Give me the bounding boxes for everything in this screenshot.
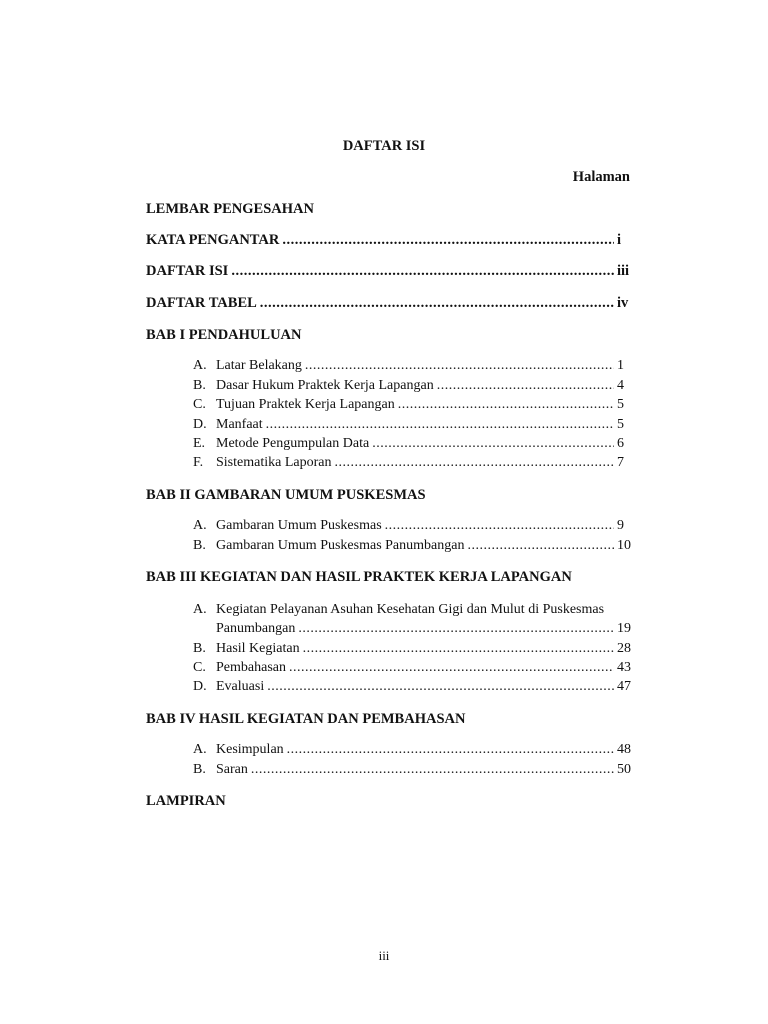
toc-subentry-label: Kegiatan Pelayanan Asuhan Kesehatan Gigi dan Mulut di Puskesmas — [216, 602, 605, 617]
toc-subentry-label: Manfaat — [216, 417, 263, 432]
toc-entry-page: i — [617, 232, 622, 248]
leader-dots — [303, 641, 614, 657]
toc-subentry-label: Saran — [216, 762, 248, 777]
toc-subentry-letter: A. — [193, 742, 207, 757]
toc-subentry-letter: B. — [193, 641, 206, 656]
leader-dots — [267, 679, 614, 695]
toc-entry-page: iii — [617, 263, 630, 279]
toc-subentry[interactable] — [193, 378, 631, 394]
leader-dots — [467, 538, 614, 554]
toc-chapter-label: BAB III KEGIATAN DAN HASIL PRAKTEK KERJA LAPANGAN — [146, 569, 572, 585]
toc-subentry-label: Gambaran Umum Puskesmas — [216, 518, 382, 533]
leader-dots — [287, 742, 614, 758]
toc-subentry[interactable] — [193, 436, 631, 452]
toc-subentry-page: 1 — [617, 358, 624, 373]
toc-subentry-page: 50 — [617, 762, 631, 777]
toc-subentry-page: 4 — [617, 378, 624, 393]
toc-chapter-label: BAB IV HASIL KEGIATAN DAN PEMBAHASAN — [146, 711, 466, 727]
toc-subentry-letter: A. — [193, 358, 207, 373]
toc-subentry-label: Hasil Kegiatan — [216, 641, 300, 656]
toc-subentry[interactable] — [193, 679, 631, 695]
toc-subentry-letter: A. — [193, 602, 207, 617]
toc-subentry-letter: D. — [193, 417, 207, 432]
toc-subentry-page: 28 — [617, 641, 631, 656]
leader-dots — [266, 417, 614, 433]
leader-dots — [251, 762, 614, 778]
toc-subentry-label: Metode Pengumpulan Data — [216, 436, 370, 451]
toc-chapter-label: BAB II GAMBARAN UMUM PUSKESMAS — [146, 487, 426, 503]
toc-subentry-label: Panumbangan — [216, 621, 296, 636]
toc-subentry[interactable] — [193, 660, 631, 676]
toc-subentry-page: 43 — [617, 660, 631, 675]
toc-chapter-label: BAB I PENDAHULUAN — [146, 327, 302, 343]
leader-dots — [385, 518, 614, 534]
leader-dots — [282, 232, 614, 249]
toc-subentry[interactable] — [193, 455, 631, 471]
toc-subentry-label: Tujuan Praktek Kerja Lapangan — [216, 397, 395, 412]
toc-chapter-bab-4[interactable] — [146, 711, 631, 728]
toc-subentry-page: 5 — [617, 417, 624, 432]
toc-subentry[interactable] — [193, 742, 631, 758]
toc-entry-label: DAFTAR ISI — [146, 263, 229, 279]
leader-dots — [305, 358, 614, 374]
toc-subentry-label: Pembahasan — [216, 660, 286, 675]
page-column-header: Halaman — [572, 169, 630, 185]
toc-subentry-page: 48 — [617, 742, 631, 757]
toc-subentry[interactable] — [193, 518, 631, 534]
toc-subentry[interactable] — [193, 762, 631, 778]
toc-subentry[interactable] — [193, 602, 631, 618]
toc-subentry-page: 5 — [617, 397, 624, 412]
toc-subentry-page: 9 — [617, 518, 624, 533]
toc-entry-label: DAFTAR TABEL — [146, 295, 257, 311]
toc-subentry-letter: F. — [193, 455, 204, 470]
toc-entry-label: LEMBAR PENGESAHAN — [146, 201, 314, 217]
toc-chapter-bab-3[interactable] — [146, 569, 631, 586]
toc-subentry-letter: A. — [193, 518, 207, 533]
toc-subentry-label: Dasar Hukum Praktek Kerja Lapangan — [216, 378, 434, 393]
toc-chapter-bab-1[interactable] — [146, 327, 631, 344]
toc-entry-kata-pengantar[interactable] — [146, 232, 631, 249]
leader-dots — [289, 660, 614, 676]
toc-entry-lampiran[interactable] — [146, 793, 631, 810]
toc-subentry-page: 6 — [617, 436, 624, 451]
toc-subentry[interactable] — [193, 358, 631, 374]
toc-subentry[interactable] — [193, 538, 631, 554]
toc-subentry-continuation[interactable] — [216, 621, 631, 637]
toc-entry-label: LAMPIRAN — [146, 793, 226, 809]
toc-subentry-label: Kesimpulan — [216, 742, 284, 757]
toc-subentry-letter: C. — [193, 397, 206, 412]
toc-entry-label: KATA PENGANTAR — [146, 232, 280, 248]
toc-subentry-letter: B. — [193, 378, 206, 393]
toc-entry-page: iv — [617, 295, 629, 311]
toc-subentry[interactable] — [193, 417, 631, 433]
toc-entry-daftar-tabel[interactable] — [146, 295, 631, 312]
leader-dots — [260, 295, 614, 312]
page-title: DAFTAR ISI — [342, 138, 426, 154]
toc-entry-lembar-pengesahan[interactable] — [146, 201, 631, 218]
leader-dots — [334, 455, 614, 471]
leader-dots — [372, 436, 614, 452]
toc-subentry-letter: C. — [193, 660, 206, 675]
leader-dots — [398, 397, 614, 413]
toc-subentry-label: Sistematika Laporan — [216, 455, 332, 470]
toc-subentry-page: 7 — [617, 455, 624, 470]
toc-subentry-page: 19 — [617, 621, 631, 636]
toc-subentry-page: 47 — [617, 679, 631, 694]
leader-dots — [231, 263, 614, 280]
toc-subentry-label: Evaluasi — [216, 679, 265, 694]
toc-subentry[interactable] — [193, 397, 631, 413]
toc-subentry-letter: B. — [193, 762, 206, 777]
toc-subentry-letter: D. — [193, 679, 207, 694]
toc-subentry-page: 10 — [617, 538, 631, 553]
toc-subentry-letter: E. — [193, 436, 206, 451]
page-number-footer: iii — [378, 948, 390, 963]
toc-subentry-letter: B. — [193, 538, 206, 553]
toc-subentry[interactable] — [193, 641, 631, 657]
leader-dots — [298, 621, 614, 637]
leader-dots — [437, 378, 614, 394]
toc-chapter-bab-2[interactable] — [146, 487, 631, 504]
toc-entry-daftar-isi[interactable] — [146, 263, 631, 280]
toc-subentry-label: Latar Belakang — [216, 358, 302, 373]
toc-subentry-label: Gambaran Umum Puskesmas Panumbangan — [216, 538, 465, 553]
